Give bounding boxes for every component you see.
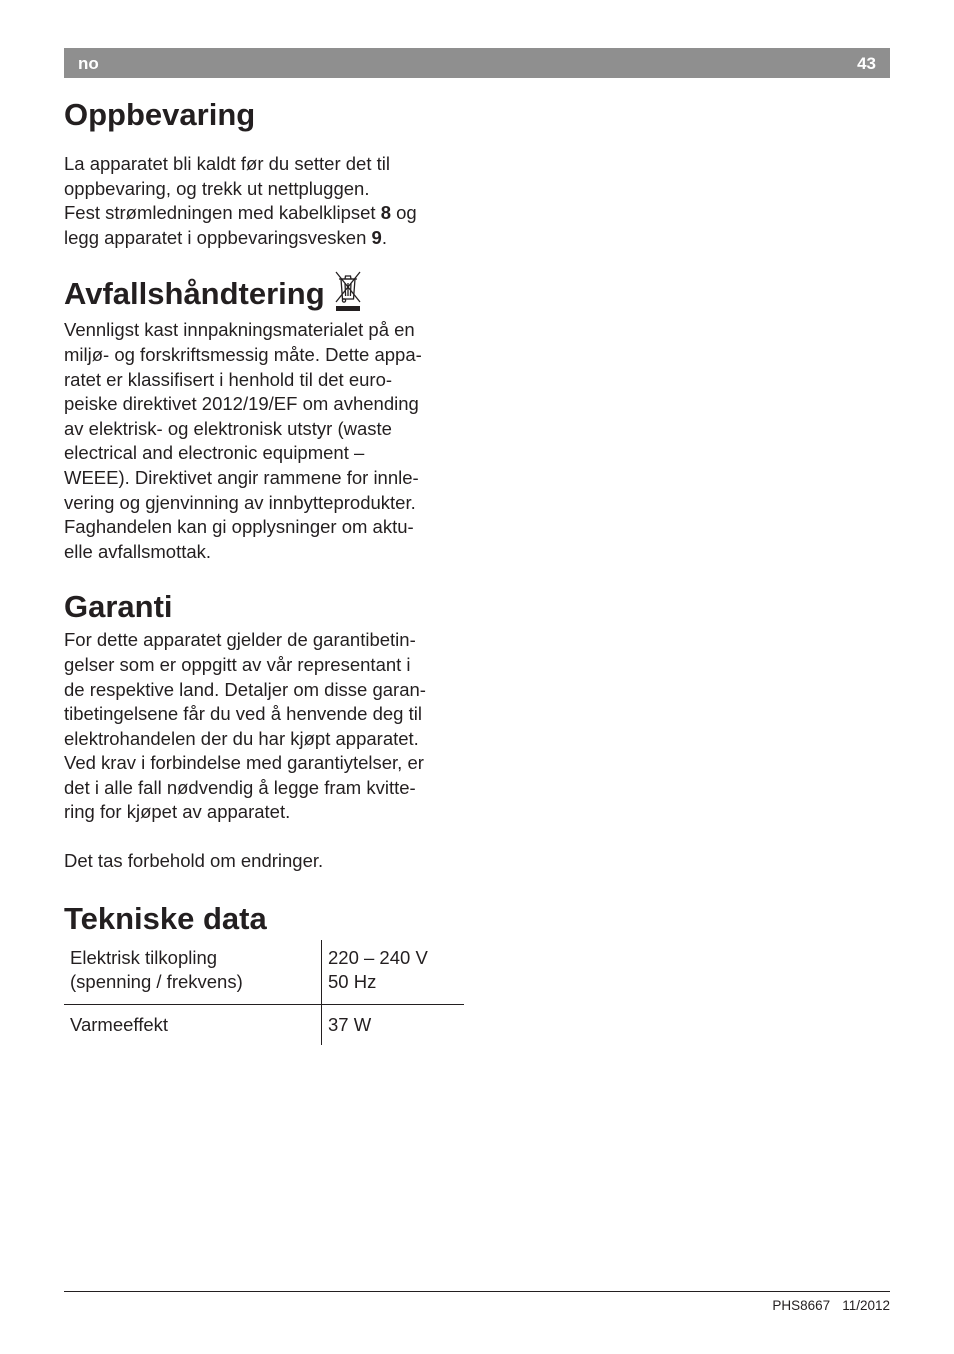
- heading-oppbevaring: Oppbevaring: [64, 97, 256, 132]
- technical-data-table: [64, 940, 464, 1046]
- text-line: electrical and electronic equipment –: [64, 442, 365, 464]
- table-row: [64, 940, 464, 1005]
- text-line: elektrohandelen der du har kjøpt apparatet.: [64, 727, 419, 749]
- text-line: WEEE). Direktivet angir rammene for innle-: [64, 466, 419, 488]
- text-line: de respektive land. Detaljer om disse garan-: [64, 678, 426, 700]
- heading-avfallshandtering: [64, 272, 464, 316]
- text-line: elle avfallsmottak.: [64, 540, 212, 562]
- text-line: Vennligst kast innpakningsmaterialet på en: [64, 319, 415, 341]
- part-number-9: 9: [371, 226, 382, 248]
- text-line: Varmeeffekt: [70, 1013, 169, 1035]
- text-fragment: og: [391, 202, 417, 224]
- text-line: miljø- og forskriftsmessig måte. Dette appa-: [64, 343, 422, 365]
- text-line: vering og gjenvinning av innbytteprodukter.: [64, 491, 416, 513]
- text-line: gelser som er oppgitt av vår representant i: [64, 653, 411, 675]
- text-fragment: Fest strømledningen med kabelklipset: [64, 202, 381, 224]
- text-line: peiske direktivet 2012/19/EF om avhending: [64, 393, 419, 415]
- part-number-8: 8: [380, 202, 391, 224]
- edition-date: 11/2012: [842, 1298, 890, 1313]
- table-cell-label: [64, 1004, 322, 1045]
- footer-divider: [64, 1291, 890, 1292]
- text-line: ring for kjøpet av apparatet.: [64, 801, 291, 823]
- text-line: Ved krav i forbindelse med garantiytelser, er: [64, 752, 424, 774]
- paragraph-avfallshandtering: [64, 318, 464, 564]
- text-line: La apparatet bli kaldt før du setter det til: [64, 153, 390, 174]
- text-line: 50 Hz: [328, 971, 377, 993]
- text-line: For dette apparatet gjelder de garantibetin-: [64, 629, 416, 651]
- paragraph-oppbevaring-1: [64, 152, 464, 250]
- table-cell-value: [322, 940, 465, 1005]
- footer: [772, 1298, 890, 1313]
- text-fragment: legg apparatet i oppbevaringsvesken: [64, 226, 372, 248]
- page-number: 43: [857, 54, 876, 73]
- text-line: oppbevaring, og trekk ut nettpluggen.: [64, 177, 370, 199]
- text-line: Elektrisk tilkopling: [70, 946, 218, 968]
- paragraph-forbehold: Det tas forbehold om endringer.: [64, 850, 324, 872]
- table-cell-value: [322, 1004, 465, 1045]
- main-column: [64, 96, 464, 1045]
- text-line: tibetingelsene får du ved å henvende deg til: [64, 703, 422, 725]
- table-row: [64, 1004, 464, 1045]
- heading-tekniske-data: Tekniske data: [64, 900, 267, 936]
- text-line: (spenning / frekvens): [70, 971, 243, 993]
- section-garanti: [64, 588, 464, 873]
- language-code: no: [78, 54, 99, 73]
- header-bar: [64, 48, 890, 78]
- section-tekniske-data: [64, 900, 464, 1046]
- text-line: 37 W: [328, 1013, 372, 1035]
- text-fragment: .: [381, 226, 387, 248]
- text-line: Faghandelen kan gi opplysninger om aktu-: [64, 516, 414, 538]
- text-line: av elektrisk- og elektronisk utstyr (waste: [64, 417, 392, 439]
- model-number: PHS8667: [772, 1298, 831, 1313]
- table-cell-label: [64, 940, 322, 1005]
- section-oppbevaring: [64, 96, 464, 250]
- text-line: 220 – 240 V: [328, 946, 428, 968]
- paragraph-garanti: [64, 628, 464, 825]
- heading-text: Avfallshåndtering: [64, 276, 325, 312]
- section-avfallshandtering: [64, 272, 464, 564]
- heading-garanti: Garanti: [64, 589, 173, 625]
- text-line: ratet er klassifisert i henhold til det euro-: [64, 368, 393, 390]
- text-line: det i alle fall nødvendig å legge fram kvitte-: [64, 776, 416, 798]
- crossed-out-wheelie-bin-icon: [333, 268, 363, 312]
